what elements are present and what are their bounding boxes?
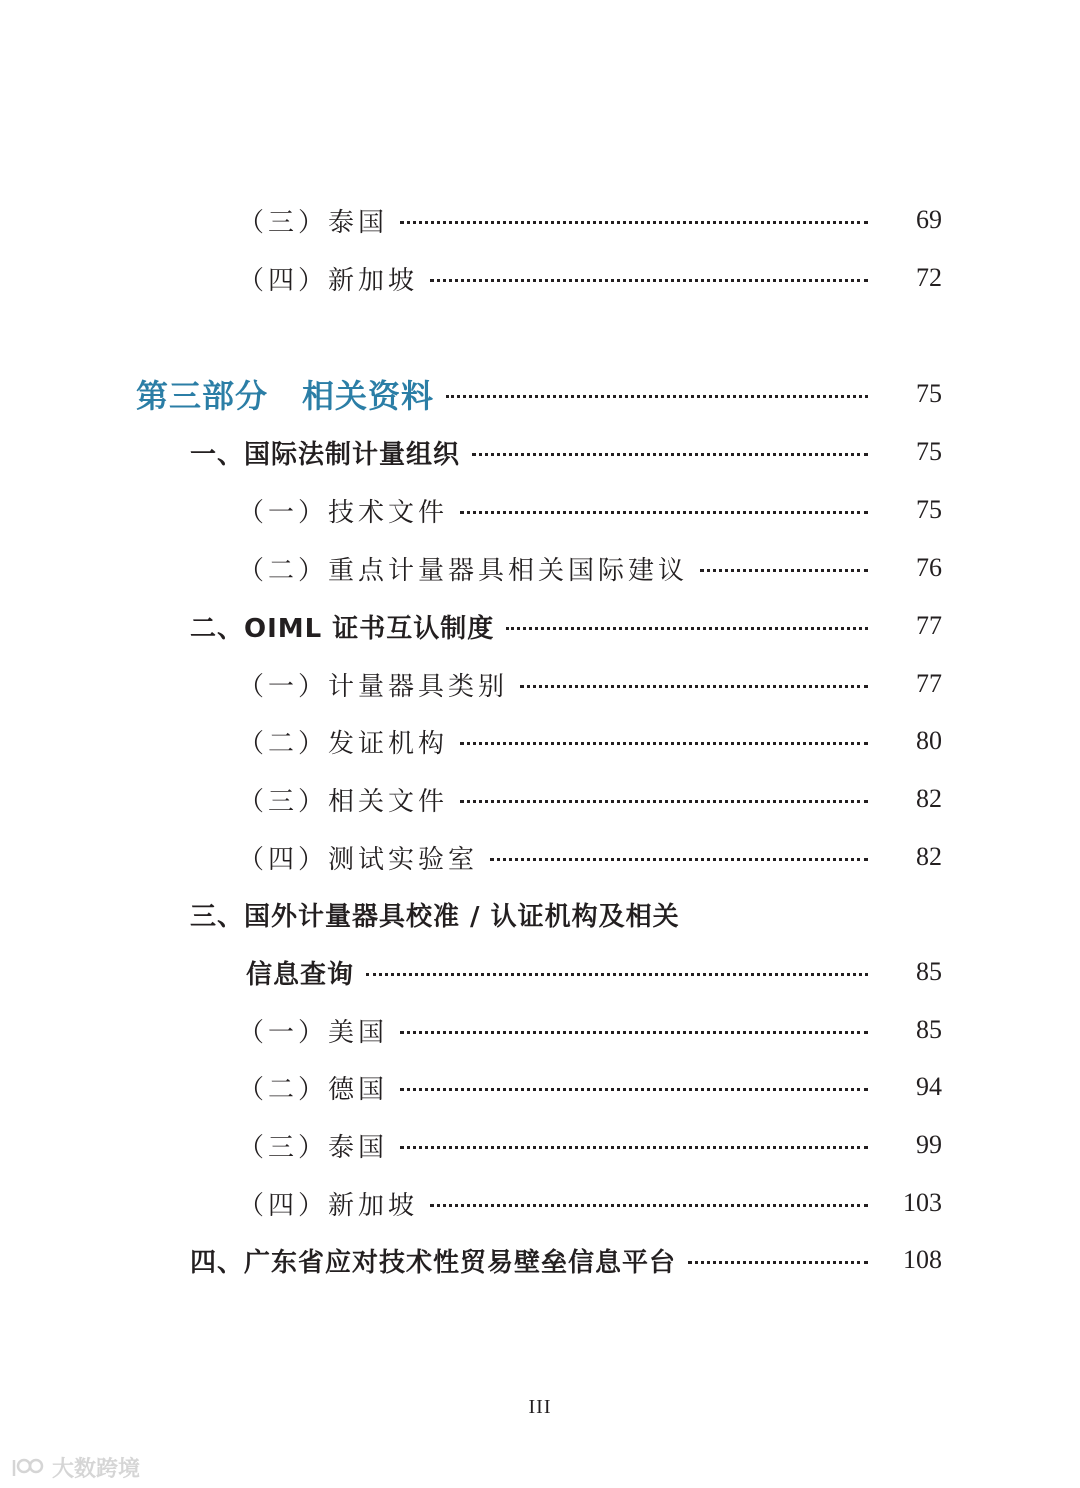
- toc-entry-page: 85: [916, 957, 942, 986]
- toc-entry-label: （四）新加坡: [238, 265, 419, 296]
- dot-leader: [506, 627, 868, 630]
- dot-leader: [460, 742, 868, 745]
- toc-entry-page: 69: [916, 205, 942, 234]
- toc-entry-subsection[interactable]: [238, 664, 942, 704]
- toc-entry-label: 二、OIML 证书互认制度: [190, 613, 495, 644]
- toc-entry-page: 76: [916, 553, 942, 582]
- dot-leader: [688, 1261, 868, 1264]
- part-title: 相关资料: [302, 377, 435, 415]
- toc-entry-page: 103: [903, 1188, 942, 1217]
- dot-leader: [520, 685, 868, 688]
- toc-entry-section[interactable]: [190, 1240, 942, 1280]
- dot-leader: [400, 1088, 868, 1091]
- toc-entry-label: （三）泰国: [238, 207, 389, 238]
- dot-leader: [472, 453, 868, 456]
- toc-entry-label: （一）美国: [238, 1017, 389, 1048]
- toc-entry-page: 75: [916, 495, 942, 524]
- dot-leader: [460, 800, 868, 803]
- toc-entry-label: （四）测试实验室: [238, 844, 479, 875]
- toc-entry-page: 80: [916, 726, 942, 755]
- toc-entry-page: 77: [916, 611, 942, 640]
- toc-entry-label: （二）发证机构: [238, 728, 449, 759]
- toc-entry-label: 四、广东省应对技术性贸易壁垒信息平台: [190, 1247, 677, 1278]
- watermark: [10, 1452, 140, 1483]
- toc-entry-subsection[interactable]: [238, 258, 942, 298]
- toc-entry-subsection[interactable]: [238, 1125, 942, 1165]
- dot-leader: [400, 1146, 868, 1149]
- toc-entry-page: 82: [916, 842, 942, 871]
- dot-leader: [430, 1204, 868, 1207]
- toc-entry-subsection[interactable]: [238, 837, 942, 877]
- toc-entry-subsection[interactable]: [238, 548, 942, 588]
- toc-entry-label: （一）计量器具类别: [238, 671, 509, 702]
- toc-entry-label: （三）相关文件: [238, 786, 449, 817]
- dot-leader: [490, 858, 868, 861]
- watermark-text: 大数跨境: [52, 1457, 141, 1482]
- dot-leader: [400, 221, 868, 224]
- footer-page-number: III: [528, 1396, 552, 1418]
- dot-leader: [460, 511, 868, 514]
- toc-entry-page: 82: [916, 784, 942, 813]
- toc-entry-page: 108: [903, 1245, 942, 1274]
- toc-entry-subsection[interactable]: [238, 200, 942, 240]
- toc-entry-label: （四）新加坡: [238, 1190, 419, 1221]
- watermark-logo-icon: [10, 1456, 46, 1480]
- part-number: 第三部分: [136, 377, 269, 415]
- toc-entry-label: （三）泰国: [238, 1132, 389, 1163]
- toc-entry-page: 75: [916, 437, 942, 466]
- toc-entry-label: （一）技术文件: [238, 497, 449, 528]
- toc-entry-label: 三、国外计量器具校准 / 认证机构及相关: [190, 901, 680, 932]
- toc-entry-label: 一、国际法制计量组织: [190, 439, 461, 470]
- toc-entry-subsection[interactable]: [238, 721, 942, 761]
- toc-entry-section[interactable]: [190, 432, 942, 472]
- toc-entry-subsection[interactable]: [238, 1183, 942, 1223]
- toc-entry-subsection[interactable]: [238, 1010, 942, 1050]
- toc-entry-page: 99: [916, 1130, 942, 1159]
- part-heading-label: [136, 371, 434, 417]
- toc-entry-section[interactable]: [190, 606, 942, 646]
- toc-entry-section-continuation[interactable]: [246, 952, 942, 992]
- dot-leader: [366, 973, 868, 976]
- dot-leader: [446, 395, 868, 398]
- toc-entry-label: 信息查询: [246, 959, 355, 990]
- toc-entry-subsection[interactable]: [238, 490, 942, 530]
- dot-leader: [700, 569, 868, 572]
- toc-entry-page: 94: [916, 1072, 942, 1101]
- toc-entry-subsection[interactable]: [238, 779, 942, 819]
- toc-entry-label: （二）重点计量器具相关国际建议: [238, 555, 689, 586]
- dot-leader: [430, 279, 868, 282]
- toc-entry-label: （二）德国: [238, 1074, 389, 1105]
- toc-entry-page: 72: [916, 263, 942, 292]
- toc-entry-section[interactable]: [190, 894, 942, 934]
- dot-leader: [400, 1031, 868, 1034]
- toc-entry-subsection[interactable]: [238, 1067, 942, 1107]
- toc-entry-page: 77: [916, 669, 942, 698]
- toc-entry-page: 85: [916, 1015, 942, 1044]
- toc-entry-part-heading[interactable]: [136, 374, 942, 414]
- toc-entry-page: 75: [916, 379, 942, 408]
